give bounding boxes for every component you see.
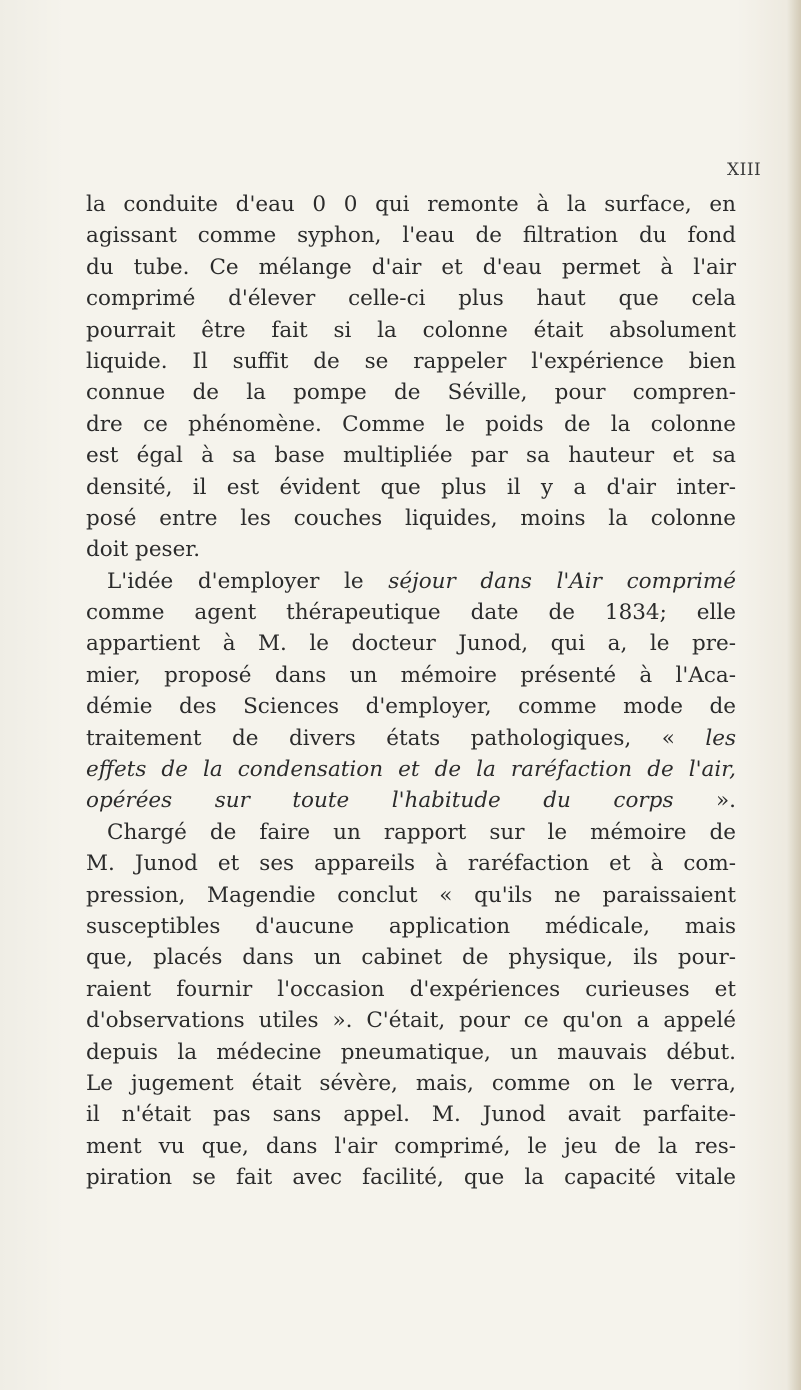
- text-line: [86, 409, 736, 440]
- text-segment: agissant comme syphon, l'eau de filtration du fond: [86, 223, 736, 249]
- text-segment: Le jugement était sévère, mais, comme on le verra,: [86, 1070, 736, 1096]
- text-segment: appartient à M. le docteur Junod, qui a, le pre-: [86, 631, 736, 657]
- page-edge-shadow: [787, 0, 801, 1390]
- text-line: [86, 1068, 736, 1099]
- text-line: [86, 754, 736, 785]
- text-segment: la conduite d'eau 0 0 qui remonte à la surface, en: [86, 192, 736, 217]
- text-line: [86, 785, 736, 816]
- text-line: [86, 691, 736, 722]
- text-line: [86, 848, 736, 879]
- text-segment: est égal à sa base multipliée par sa hauteur et sa: [86, 443, 736, 469]
- text-line: [86, 1005, 736, 1036]
- text-segment: ».: [673, 788, 736, 814]
- text-line: [86, 534, 736, 565]
- text-segment: M. Junod et ses appareils à raréfaction et à com-: [86, 851, 736, 877]
- text-segment: comme agent thérapeutique date de 1834; elle: [86, 600, 736, 626]
- text-segment: posé entre les couches liquides, moins la colonne: [86, 505, 736, 531]
- text-segment: démie des Sciences d'employer, comme mode de: [86, 694, 736, 720]
- italic-text: les: [705, 725, 736, 751]
- text-line: [86, 942, 736, 973]
- text-segment: ment vu que, dans l'air comprimé, le jeu de la res-: [86, 1133, 736, 1159]
- text-segment: raient fournir l'occasion d'expériences curieuses et: [86, 976, 736, 1002]
- text-segment: que, placés dans un cabinet de physique, ils pour-: [86, 945, 736, 971]
- text-line: [86, 911, 736, 942]
- italic-text: séjour dans l'Air comprimé: [388, 568, 736, 594]
- text-segment: depuis la médecine pneumatique, un mauvais début.: [86, 1039, 736, 1065]
- text-segment: pression, Magendie conclut « qu'ils ne paraissaient: [86, 882, 736, 908]
- text-line: [86, 346, 736, 377]
- text-line: [86, 974, 736, 1005]
- text-line: [86, 817, 736, 848]
- italic-text: effets de la condensation et de la raréfaction de l'air,: [86, 757, 736, 783]
- text-line: [86, 189, 736, 220]
- text-segment: L'idée d'employer le: [107, 568, 389, 594]
- text-line: [86, 1099, 736, 1130]
- text-segment: piration se fait avec facilité, que la capacité vitale: [86, 1165, 736, 1191]
- text-line: [86, 315, 736, 346]
- text-segment: mier, proposé dans un mémoire présenté à l'Aca-: [86, 662, 736, 688]
- text-line: [86, 723, 736, 754]
- text-segment: liquide. Il suffit de se rappeler l'expérience bien: [86, 348, 736, 374]
- text-segment: d'observations utiles ». C'était, pour ce qu'on a appelé: [86, 1008, 736, 1034]
- page-number: XIII: [727, 160, 762, 180]
- text-line: [86, 252, 736, 283]
- text-line: [86, 472, 736, 503]
- text-line: [86, 440, 736, 471]
- text-line: [86, 1162, 736, 1193]
- text-segment: pourrait être fait si la colonne était absolument: [86, 317, 736, 343]
- text-segment: dre ce phénomène. Comme le poids de la colonne: [86, 411, 736, 437]
- italic-text: opérées sur toute l'habitude du corps: [86, 788, 674, 814]
- text-line: [86, 660, 736, 691]
- text-line: [86, 628, 736, 659]
- text-segment: densité, il est évident que plus il y a d'air inter-: [86, 474, 736, 500]
- text-line: [86, 283, 736, 314]
- body-text: [86, 189, 736, 1194]
- text-segment: Chargé de faire un rapport sur le mémoire de: [107, 819, 736, 845]
- text-line: [86, 880, 736, 911]
- text-segment: doit peser.: [86, 537, 201, 563]
- text-segment: susceptibles d'aucune application médicale, mais: [86, 913, 736, 939]
- text-line: [86, 220, 736, 251]
- text-segment: il n'était pas sans appel. M. Junod avait parfaite-: [86, 1102, 736, 1128]
- text-segment: du tube. Ce mélange d'air et d'eau permet à l'air: [86, 254, 736, 280]
- text-line: [86, 566, 736, 597]
- text-line: [86, 377, 736, 408]
- text-segment: traitement de divers états pathologiques, «: [86, 725, 706, 751]
- text-segment: comprimé d'élever celle-ci plus haut que cela: [86, 286, 736, 312]
- text-line: [86, 597, 736, 628]
- text-line: [86, 503, 736, 534]
- text-line: [86, 1131, 736, 1162]
- text-segment: connue de la pompe de Séville, pour compren-: [86, 380, 736, 406]
- text-line: [86, 1037, 736, 1068]
